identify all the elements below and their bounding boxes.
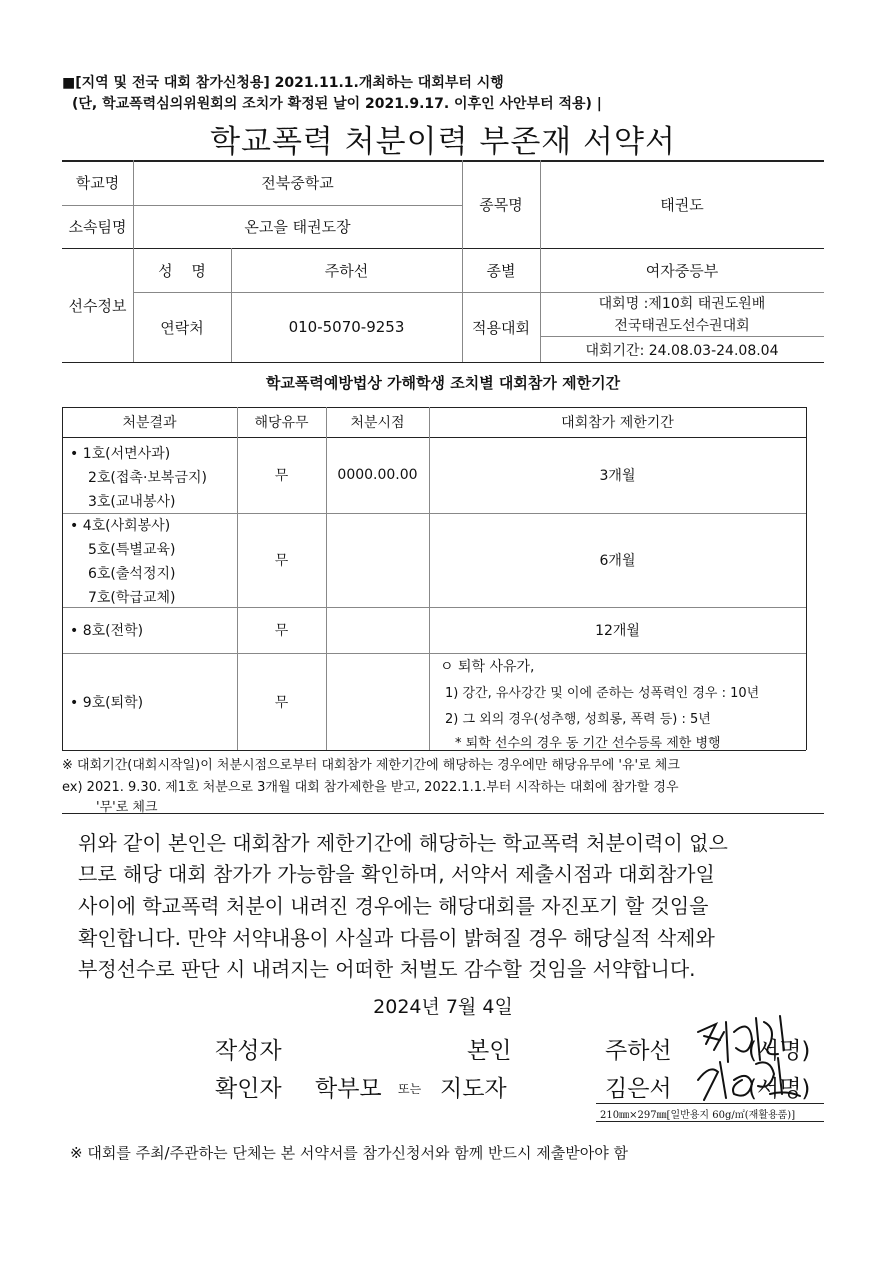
pledge-line-5: 부정선수로 판단 시 내려지는 어떠한 처벌도 감수할 것임을 서약합니다. [78, 957, 696, 981]
sign-mark-2: (서명) [748, 1076, 811, 1102]
row4-line-1: ㅇ 퇴학 사유가, [440, 659, 535, 675]
writer-label: 작성자 [215, 1038, 282, 1064]
restriction-heading: 학교폭력예방법상 가해학생 조치별 대회참가 제한기간 [265, 374, 621, 392]
footer-note: ※ 대회를 주최/주관하는 단체는 본 서약서를 참가신청서와 함께 반드시 제출받아야 함 [70, 1144, 628, 1162]
col-header-period: 대회참가 제한기간 [561, 415, 674, 431]
paper-spec: 210㎜×297㎜[일반용지 60g/㎡(재활용품)] [600, 1110, 796, 1121]
or-label: 또는 [398, 1082, 422, 1096]
row4-line-2: 1) 강간, 유사강간 및 이에 준하는 성폭력인 경우 : 10년 [445, 686, 760, 701]
name-label: 성 명 [158, 261, 206, 280]
col-header-result: 처분결과 [122, 415, 177, 431]
row2-item-4: 7호(학급교체) [88, 590, 176, 606]
notice-line-1: ■[지역 및 전국 대회 참가신청용] 2021.11.1.개최하는 대회부터 시행 [62, 75, 504, 91]
self-label: 본인 [467, 1038, 512, 1064]
pledge-line-2: 므로 해당 대회 참가가 가능함을 확인하며, 서약서 제출시점과 대회참가일 [78, 862, 715, 886]
note-2: ex) 2021. 9.30. 제1호 처분으로 3개월 대회 참가제한을 받고, 2022.1.1.부터 시작하는 대회에 참가할 경우 [62, 780, 679, 795]
row1-date: 0000.00.00 [337, 467, 418, 483]
page-title: 학교폭력 처분이력 부존재 서약서 [210, 124, 676, 160]
row4-applicable: 무 [274, 694, 289, 711]
team-label: 소속팀명 [68, 218, 127, 236]
writer-name: 주하선 [605, 1038, 672, 1064]
school-value: 전북중학교 [261, 174, 334, 192]
row1-item-2: 2호(접촉·보복금지) [88, 470, 207, 486]
row3-period: 12개월 [595, 623, 640, 639]
row1-period: 3개월 [599, 468, 636, 484]
col-header-applicable: 해당유무 [254, 415, 309, 431]
parent-label: 학부모 [315, 1076, 382, 1102]
note-3: '무'로 체크 [96, 800, 158, 815]
pledge-date: 2024년 7월 4일 [373, 996, 513, 1018]
handwritten-signature-confirmer [690, 1050, 810, 1110]
row2-period: 6개월 [599, 553, 636, 569]
sport-label: 종목명 [479, 195, 523, 214]
name-value: 주하선 [324, 261, 369, 280]
confirm-name: 김은서 [605, 1076, 672, 1102]
confirm-label: 확인자 [215, 1076, 282, 1102]
pledge-line-4: 확인합니다. 만약 서약내용이 사실과 다름이 밝혀질 경우 해당실적 삭제와 [78, 926, 715, 950]
row2-item-3: 6호(출석정지) [88, 566, 176, 582]
contact-label: 연락처 [160, 318, 204, 337]
row1-applicable: 무 [274, 468, 289, 484]
event-name-line-1: 대회명 :제10회 태권도원배 [598, 296, 766, 312]
row4-item: • 9호(퇴학) [70, 694, 144, 711]
note-1: ※ 대회기간(대회시작일)이 처분시점으로부터 대회참가 제한기간에 해당하는 경우에만 해당유무에 '유'로 체크 [62, 758, 680, 773]
row4-line-4: * 퇴학 선수의 경우 동 기간 선수등록 제한 병행 [455, 736, 721, 751]
row3-applicable: 무 [274, 623, 289, 639]
coach-label: 지도자 [440, 1076, 507, 1102]
event-period: 대회기간: 24.08.03-24.08.04 [585, 342, 779, 359]
col-header-date: 처분시점 [350, 415, 405, 431]
player-info-label: 선수정보 [68, 296, 127, 315]
notice-line-2: (단, 학교폭력심의위원회의 조치가 확정된 날이 2021.9.17. 이후인 사안부터 적용) | [72, 96, 602, 112]
pledge-line-3: 사이에 학교폭력 처분이 내려진 경우에는 해당대회를 자진포기 할 것임을 [78, 894, 709, 918]
sport-value: 태권도 [660, 195, 704, 214]
event-label: 적용대회 [472, 318, 530, 337]
pledge-line-1: 위와 같이 본인은 대회참가 제한기간에 해당하는 학교폭력 처분이력이 없으 [78, 831, 728, 855]
sign-mark-1: (서명) [748, 1038, 811, 1064]
row1-item-1: • 1호(서면사과) [70, 446, 171, 462]
event-name-line-2: 전국태권도선수권대회 [614, 318, 750, 334]
row2-item-2: 5호(특별교육) [88, 542, 176, 558]
contact-value: 010-5070-9253 [288, 318, 405, 336]
category-label: 종별 [486, 261, 516, 280]
row3-item: • 8호(전학) [70, 623, 144, 639]
school-label: 학교명 [75, 174, 120, 192]
team-value: 온고을 태권도장 [244, 218, 351, 236]
row4-line-3: 2) 그 외의 경우(성추행, 성희롱, 폭력 등) : 5년 [445, 712, 711, 727]
row2-applicable: 무 [274, 553, 289, 569]
category-value: 여자중등부 [645, 261, 719, 280]
row1-item-3: 3호(교내봉사) [88, 494, 176, 510]
row2-item-1: • 4호(사회봉사) [70, 518, 171, 534]
